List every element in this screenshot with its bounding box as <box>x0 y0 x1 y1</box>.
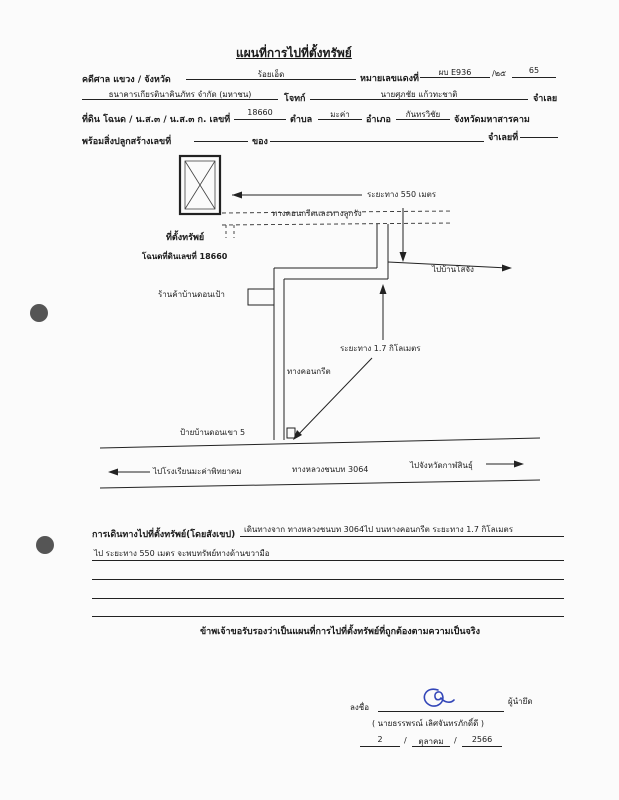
defendant-value: นายศุภชัย แก้วทะชาติ <box>310 88 528 100</box>
deed-label: โฉนดที่ดินเลขที่ 18660 <box>142 252 228 261</box>
highway-text: ทางหลวงชนบท 3064 <box>292 465 369 474</box>
court-label: คดีศาล แขวง / จังหวัด <box>82 75 171 85</box>
district-value: กันทรวิชัย <box>396 108 450 120</box>
defendant-no-label: จำเลยที่ <box>488 133 519 143</box>
date-year: 2566 <box>462 735 502 747</box>
case-no-value: ผบ E936 <box>420 66 490 78</box>
arrow-550-head-icon <box>232 192 242 199</box>
directions-line-1: เดินทางจาก ทางหลวงชนบท 3064ไป บนทางคอนกรีต ระยะทาง 1.7 กิโลเมตร <box>244 525 514 534</box>
signature-mark <box>416 684 456 712</box>
arrow-up-head-icon <box>380 284 387 294</box>
directions-rule-1 <box>240 536 564 537</box>
document-title: แผนที่การไปที่ตั้งทรัพย์ <box>236 46 352 60</box>
dashed-road-lower <box>222 223 452 225</box>
arrow-right-head-icon <box>502 265 512 272</box>
certification-text: ข้าพเจ้าขอรับรองว่าเป็นแผนที่การไปที่ตั้งทรัพย์ที่ถูกต้องตามความเป็นจริง <box>200 627 481 637</box>
case-slash: /๒๕ <box>492 69 507 78</box>
date-month: ตุลาคม <box>412 735 450 747</box>
concrete-road-text: ทางคอนกรีต <box>287 367 331 376</box>
date-day: 2 <box>360 735 400 747</box>
shop-box-icon <box>248 289 274 305</box>
arrow-school-head-icon <box>108 469 118 476</box>
to-kalasin-text: ไปจังหวัดกาฬสินธุ์ <box>410 461 473 470</box>
arrow-down-head-icon <box>400 252 407 262</box>
sign-label: ลงชื่อ <box>350 703 370 712</box>
distance-550-text: ระยะทาง 550 เมตร <box>367 190 437 199</box>
highway-lower <box>100 480 540 488</box>
to-ban-sichan-text: ไปบ้านโสจัง <box>432 265 474 274</box>
directions-line-2: ไป ระยะทาง 550 เมตร จะพบทรัพย์ทางด้านขวามือ <box>94 549 270 558</box>
sign-text: ป้ายบ้านดอนเขา 5 <box>180 428 246 437</box>
land-no-value: 18660 <box>234 108 286 120</box>
property-box-icon <box>180 156 220 214</box>
arrow-kalasin-head-icon <box>514 461 524 468</box>
plaintiff-value: ธนาคารเกียรตินาคินภัทร จำกัด (มหาชน) <box>82 88 278 100</box>
directions-rule-5 <box>92 616 564 617</box>
defendant-label: จำเลย <box>533 94 558 104</box>
directions-rule-3 <box>92 579 564 580</box>
sign-box-icon <box>287 428 295 438</box>
date-slash-1: / <box>404 736 407 745</box>
building-label: พร้อมสิ่งปลูกสร้างเลขที่ <box>82 137 172 147</box>
property-label: ที่ตั้งทรัพย์ <box>166 233 205 243</box>
subdistrict-label: ตำบล <box>290 115 313 125</box>
shop-text: ร้านค้าบ้านดอนเป้า <box>158 290 225 299</box>
case-no-label: หมายเลขแดงที่ <box>360 74 419 84</box>
to-school-text: ไปโรงเรียนมะค่าพิทยาคม <box>153 467 242 476</box>
signature-name: ( นายธรรพรณ์ เลิศจันทรภักดิ์ดี ) <box>372 719 484 728</box>
highway-upper <box>100 438 540 448</box>
of-label: ของ <box>252 137 268 147</box>
land-label: ที่ดิน โฉนด / น.ส.๓ / น.ส.๓ ก. เลขที่ <box>82 115 231 125</box>
province-label: จังหวัดมหาสารคาม <box>454 115 530 125</box>
directions-rule-2 <box>92 560 564 561</box>
subdistrict-value: มะค่า <box>318 108 362 120</box>
date-slash-2: / <box>454 736 457 745</box>
concrete-laterite-text: ทางคอนกรีตและทางลูกรัง <box>272 209 362 218</box>
case-year: 65 <box>512 66 556 78</box>
directions-rule-4 <box>92 598 564 599</box>
directions-label: การเดินทางไปที่ตั้งทรัพย์(โดยสังเขป) <box>92 530 236 540</box>
plaintiff-label: โจทก์ <box>284 94 306 104</box>
district-label: อำเภอ <box>366 115 391 125</box>
signature-role: ผู้นำยึด <box>508 697 533 706</box>
distance-1-7-text: ระยะทาง 1.7 กิโลเมตร <box>340 344 421 353</box>
court-value: ร้อยเอ็ด <box>186 68 356 80</box>
